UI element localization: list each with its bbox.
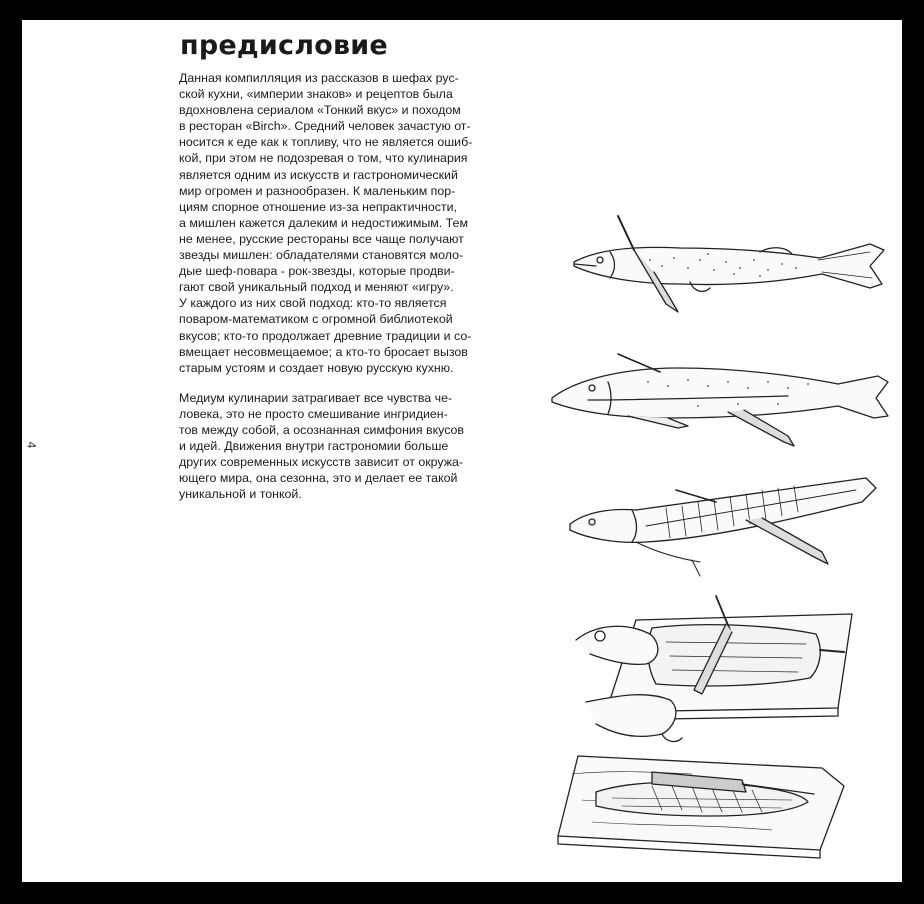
text-line: Данная компилляция из рассказов в шефах рус- — [179, 71, 459, 85]
text-line: уникальной и тонкой. — [179, 487, 302, 502]
hands-skinning-fillet-on-board-illustration — [566, 594, 856, 746]
body-text — [179, 70, 539, 516]
text-line: поваром-математиком с огромной библиотекой — [179, 312, 453, 327]
book-page — [22, 20, 902, 882]
text-line: и идей. Движения внутри гастрономии больше — [179, 439, 449, 454]
text-line: гают свой уникальный подход и меняют «игру». — [179, 280, 454, 295]
paragraph-2 — [179, 390, 539, 503]
text-line: вкусов; кто-то продолжает древние традиции и со- — [179, 328, 472, 343]
text-line: тов между собой, а осознанная симфония вкусов — [179, 422, 464, 437]
pike-filleted-skeleton-illustration — [566, 468, 888, 576]
text-line: У каждого из них свой подход: кто-то является — [179, 296, 447, 311]
text-line: в ресторан «Birch». Средний человек зачастую от- — [179, 119, 471, 134]
text-line: мир огромен и разнообразен. К маленьким пор- — [179, 183, 456, 198]
text-line: ловека, это не просто смешивание ингридиен- — [179, 406, 448, 421]
text-line: ской кухни, «империи знаков» и рецептов была — [179, 87, 453, 102]
paragraph-1 — [179, 70, 539, 376]
text-line: а мишлен кажется далеким и недостижимым. Тем — [179, 215, 468, 230]
pike-whole-with-knife-illustration — [570, 208, 896, 326]
pike-opened-with-knife-illustration — [548, 338, 898, 450]
text-line: кой, при этом не подозревая о том, что кулинария — [179, 151, 468, 166]
text-line: других современных искусств зависит от окружа- — [179, 455, 464, 470]
text-line: Медиум кулинарии затрагивает все чувства че- — [179, 390, 453, 405]
page-heading: предисловие — [180, 30, 388, 61]
text-line: звезды мишлен: обладателями становятся моло- — [179, 248, 464, 263]
text-line: носится к еде как к топливу, что не является ошиб- — [179, 135, 473, 150]
text-line: ющего мира, она сезонна, это и делает ее такой — [179, 471, 458, 486]
text-line: дые шеф-повара - рок-звезды, которые продви- — [179, 264, 455, 279]
text-line: циям спорное отношение из-за непрактичности, — [179, 199, 457, 214]
text-line: старым устоям и создает новую русскую кухню. — [179, 360, 454, 375]
page-number: 4 — [24, 441, 39, 449]
text-line: не менее, русские рестораны все чаще получают — [179, 231, 464, 246]
fillet-on-cutting-board-illustration — [552, 750, 852, 876]
text-line: является одним из искусств и гастрономический — [179, 167, 458, 182]
text-line: вдохновлена сериалом «Тонкий вкус» и походом — [179, 103, 461, 118]
text-line: вмещает несовмещаемое; а кто-то бросает вызов — [179, 344, 468, 359]
